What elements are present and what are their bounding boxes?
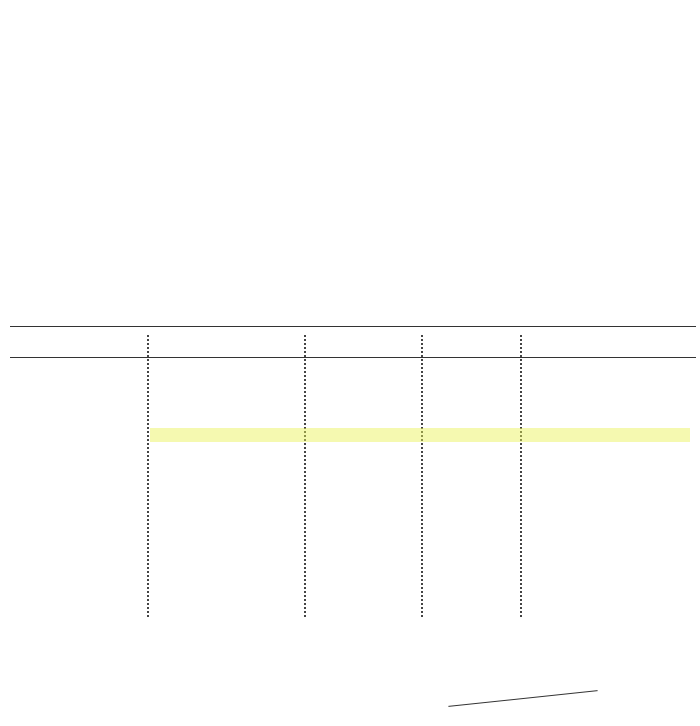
adresse-field (10, 100, 18, 114)
table-header-rule (10, 357, 696, 358)
declaration-field (10, 128, 18, 143)
table-top-rule (10, 326, 696, 327)
column-divider (147, 335, 149, 617)
elected-line (258, 300, 324, 314)
signature-flourish (448, 690, 597, 707)
highlight-mark (150, 428, 690, 442)
insertion-field (10, 156, 20, 171)
column-divider (520, 335, 522, 617)
titre-field (10, 72, 18, 86)
column-divider (421, 335, 423, 617)
column-divider (304, 335, 306, 617)
table-header (0, 335, 700, 349)
certification-line (112, 614, 178, 629)
